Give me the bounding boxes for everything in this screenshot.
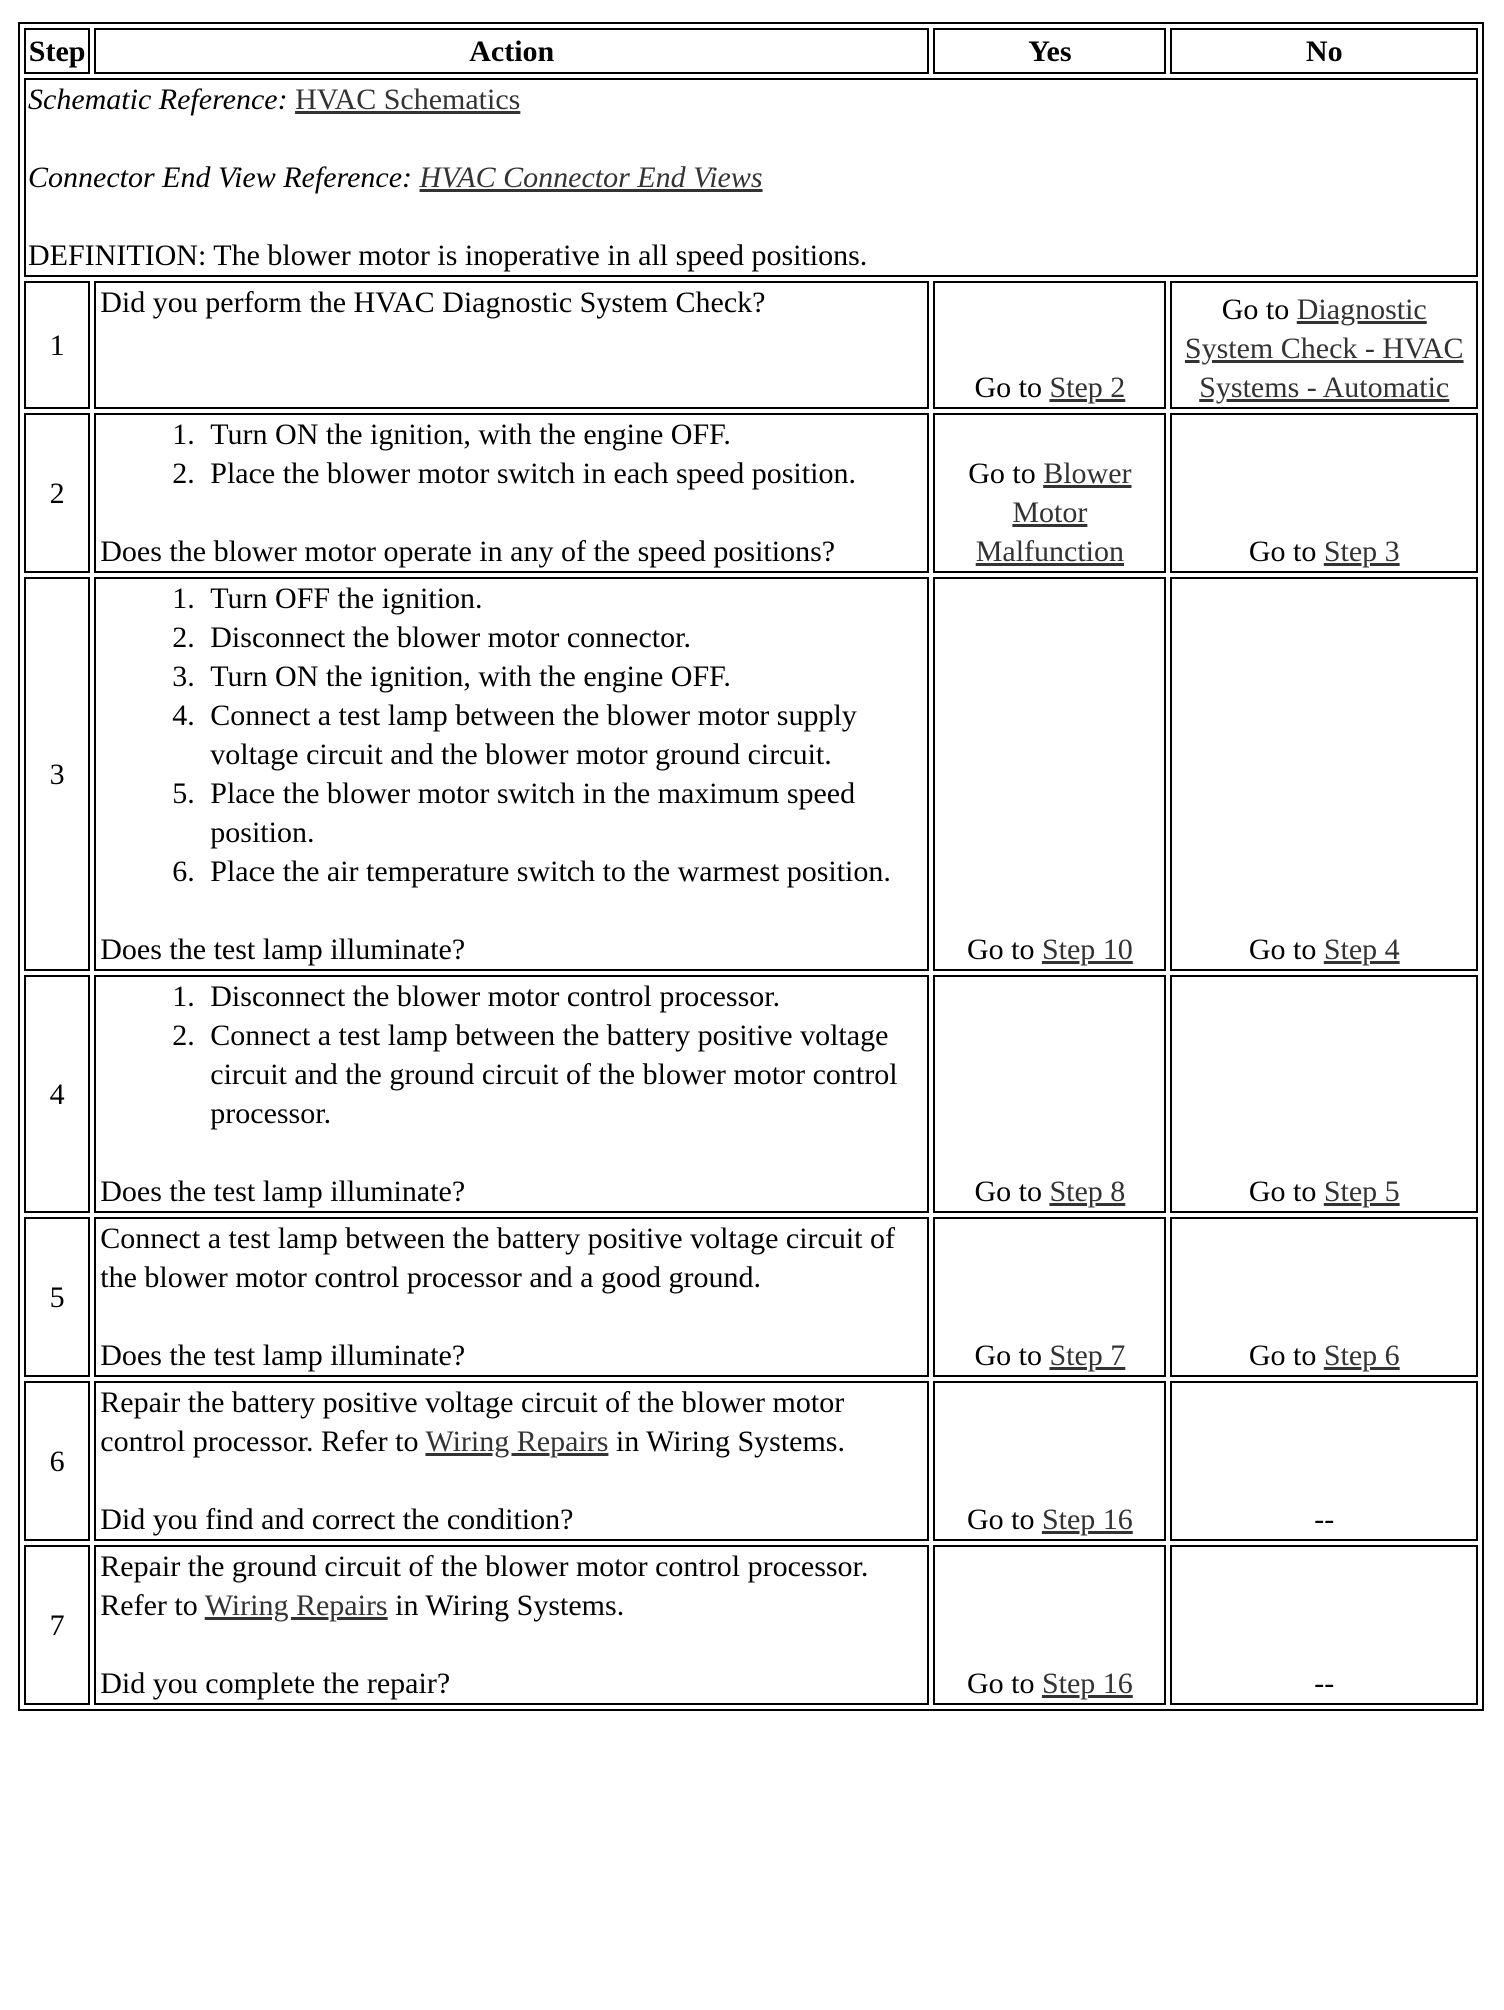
- instruction-text: Repair the ground circuit of the blower motor control processor. Refer to: [100, 1550, 869, 1622]
- yes-prefix: Go to: [974, 1339, 1050, 1372]
- list-item: 1. Turn OFF the ignition.: [202, 579, 923, 618]
- yes-cell: [933, 1217, 1166, 1377]
- no-link[interactable]: Diagnostic System Check - HVAC Systems - Automatic: [1184, 293, 1464, 404]
- action-list: [100, 977, 923, 1133]
- header-no: No: [1170, 28, 1478, 74]
- step-number: 6: [24, 1381, 90, 1541]
- no-prefix: Go to: [1248, 535, 1324, 568]
- action-question: Does the blower motor operate in any of the speed positions?: [100, 535, 836, 568]
- header-yes: Yes: [933, 28, 1166, 74]
- no-cell: --: [1170, 1381, 1478, 1541]
- step-number: 1: [24, 281, 90, 409]
- no-prefix: Go to: [1248, 1175, 1324, 1208]
- header-action: Action: [94, 28, 929, 74]
- yes-prefix: Go to: [966, 1667, 1042, 1700]
- action-cell: [94, 281, 929, 409]
- instruction-text: Repair the battery positive voltage circuit of the blower motor control processor. Refer to: [100, 1386, 845, 1458]
- table-row: [24, 1217, 1478, 1377]
- header-step: Step: [24, 28, 90, 74]
- connector-reference-label: Connector End View Reference:: [28, 161, 420, 194]
- table-row: [24, 975, 1478, 1213]
- step-number: 7: [24, 1545, 90, 1705]
- no-cell: [1170, 281, 1478, 409]
- no-cell: [1170, 413, 1478, 573]
- schematic-reference: [28, 80, 1474, 119]
- action-question: Did you find and correct the condition?: [100, 1503, 574, 1536]
- yes-cell: [933, 1545, 1166, 1705]
- yes-prefix: Go to: [968, 457, 1044, 490]
- no-link[interactable]: Step 6: [1323, 1339, 1400, 1372]
- yes-prefix: Go to: [966, 933, 1042, 966]
- yes-prefix: Go to: [966, 1503, 1042, 1536]
- yes-link[interactable]: Blower Motor Malfunction: [975, 457, 1132, 568]
- action-cell: [94, 577, 929, 971]
- yes-link[interactable]: Step 16: [1041, 1503, 1133, 1536]
- step-number: 3: [24, 577, 90, 971]
- no-link[interactable]: Step 4: [1323, 933, 1400, 966]
- list-item: 1. Turn ON the ignition, with the engine OFF.: [202, 415, 923, 454]
- yes-cell: [933, 975, 1166, 1213]
- table-header-row: [24, 28, 1478, 74]
- instruction-text-end: in Wiring Systems.: [387, 1589, 625, 1622]
- yes-link[interactable]: Step 8: [1049, 1175, 1126, 1208]
- action-cell: [94, 1381, 929, 1541]
- diagnostic-table: [18, 22, 1484, 1711]
- no-prefix: Go to: [1248, 1339, 1324, 1372]
- table-row: [24, 1545, 1478, 1705]
- reference-row: [24, 78, 1478, 277]
- list-item: 2. Place the blower motor switch in each speed position.: [202, 454, 923, 493]
- action-cell: [94, 1217, 929, 1377]
- no-cell: --: [1170, 1545, 1478, 1705]
- connector-reference: [28, 158, 1474, 197]
- action-instruction: [100, 1547, 923, 1625]
- reference-cell: [24, 78, 1478, 277]
- list-item: 3. Turn ON the ignition, with the engine OFF.: [202, 657, 923, 696]
- list-item: 2. Connect a test lamp between the battery positive voltage circuit and the ground circuit of the blower motor control processor.: [202, 1016, 923, 1133]
- list-item: 2. Disconnect the blower motor connector.: [202, 618, 923, 657]
- diagnostic-table-container: [18, 22, 1484, 1711]
- action-question: Did you complete the repair?: [100, 1667, 451, 1700]
- yes-link[interactable]: Step 16: [1041, 1667, 1133, 1700]
- schematic-reference-label: Schematic Reference:: [28, 83, 296, 116]
- yes-link[interactable]: Step 7: [1049, 1339, 1126, 1372]
- connector-reference-link[interactable]: HVAC Connector End Views: [419, 161, 763, 194]
- action-question: Does the test lamp illuminate?: [100, 1339, 466, 1372]
- definition-text: DEFINITION: The blower motor is inoperative in all speed positions.: [28, 239, 868, 272]
- action-question: Does the test lamp illuminate?: [100, 933, 466, 966]
- no-cell: [1170, 577, 1478, 971]
- instruction-text-end: in Wiring Systems.: [608, 1425, 845, 1458]
- action-cell: [94, 975, 929, 1213]
- step-number: 2: [24, 413, 90, 573]
- table-row: [24, 1381, 1478, 1541]
- no-link[interactable]: Step 5: [1323, 1175, 1400, 1208]
- yes-cell: [933, 281, 1166, 409]
- table-row: [24, 413, 1478, 573]
- yes-cell: [933, 577, 1166, 971]
- action-question: Does the test lamp illuminate?: [100, 1175, 466, 1208]
- step-number: 5: [24, 1217, 90, 1377]
- table-row: [24, 577, 1478, 971]
- no-prefix: Go to: [1248, 933, 1324, 966]
- no-cell: [1170, 975, 1478, 1213]
- list-item: 1. Disconnect the blower motor control processor.: [202, 977, 923, 1016]
- yes-link[interactable]: Step 2: [1049, 371, 1126, 404]
- yes-prefix: Go to: [974, 371, 1050, 404]
- action-question: Did you perform the HVAC Diagnostic System Check?: [100, 286, 766, 319]
- action-list: [100, 415, 923, 493]
- list-item: 5. Place the blower motor switch in the maximum speed position.: [202, 774, 923, 852]
- yes-cell: [933, 413, 1166, 573]
- yes-cell: [933, 1381, 1166, 1541]
- step-number: 4: [24, 975, 90, 1213]
- wiring-repairs-link[interactable]: Wiring Repairs: [204, 1589, 388, 1622]
- table-row: [24, 281, 1478, 409]
- list-item: 4. Connect a test lamp between the blower motor supply voltage circuit and the blower motor ground circuit.: [202, 696, 923, 774]
- schematic-reference-link[interactable]: HVAC Schematics: [295, 83, 521, 116]
- wiring-repairs-link[interactable]: Wiring Repairs: [425, 1425, 609, 1458]
- action-list: [100, 579, 923, 891]
- action-instruction: Connect a test lamp between the battery positive voltage circuit of the blower motor control processor and a good ground.: [100, 1222, 896, 1294]
- yes-prefix: Go to: [974, 1175, 1050, 1208]
- action-cell: [94, 413, 929, 573]
- no-cell: [1170, 1217, 1478, 1377]
- yes-link[interactable]: Step 10: [1041, 933, 1133, 966]
- no-prefix: Go to: [1221, 293, 1297, 326]
- list-item: 6. Place the air temperature switch to the warmest position.: [202, 852, 923, 891]
- action-instruction: [100, 1383, 923, 1461]
- no-link[interactable]: Step 3: [1323, 535, 1400, 568]
- action-cell: [94, 1545, 929, 1705]
